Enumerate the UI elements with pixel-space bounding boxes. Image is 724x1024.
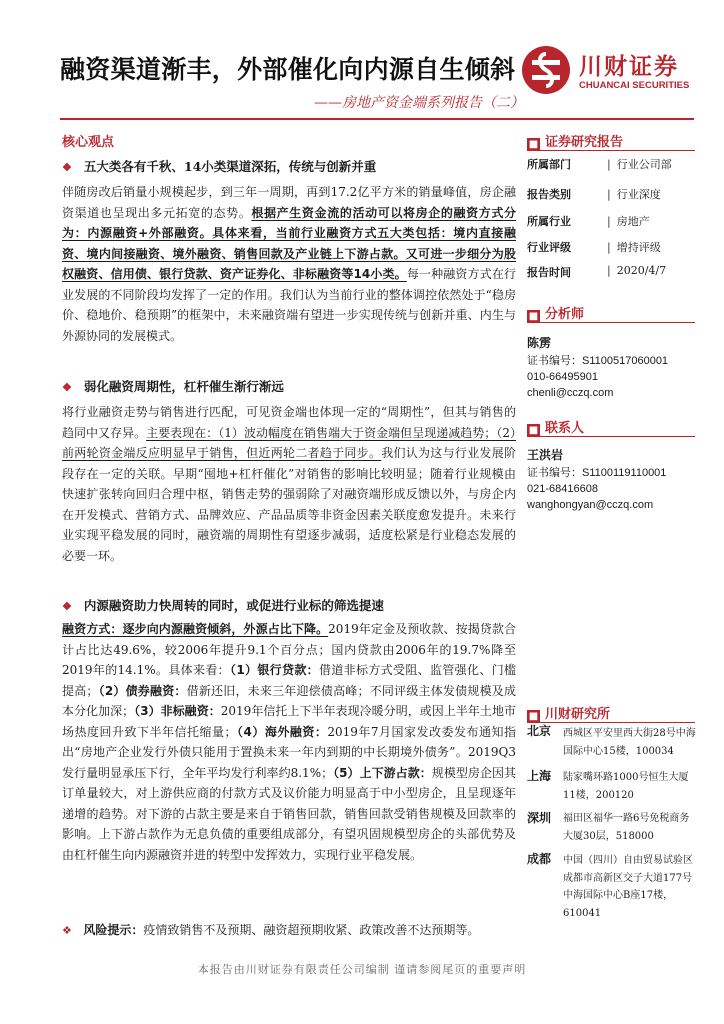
info-row-category: 报告类别 | 行业深度 <box>527 186 695 210</box>
person-icon: ■ <box>528 425 539 436</box>
document-icon: ■ <box>528 139 539 150</box>
diamond-icon: ❖ <box>62 381 72 394</box>
analyst-email[interactable]: chenli@cczq.com <box>527 387 614 399</box>
company-logo <box>522 46 694 96</box>
info-row-rating: 行业评级 | 增持评级 <box>527 239 695 263</box>
diamond-icon: ❖ <box>62 924 72 937</box>
page-title: 融资渠道渐丰，外部催化向内源自生倾斜 <box>60 55 516 84</box>
paragraph-2: 将行业融资走势与销售进行匹配，可见资金端也体现一定的“周期性”，但其与销售的趋同中又存异。主要表现在：（1）波动幅度在销售端大于资金端但呈现递减趋势；（2）前两轮资金端反应明显早于销售，但近两轮二者趋于同步。我们认为这与行业发展阶段存在一定的关联。早期“囤地+杠杆催化”对销售的影响比较明显；随着行业规模由快速扩张转向回归合理中枢，销售走势的强弱除了对融资端形成反馈以外，与房企内在开发模式、营销方式、品牌效应、产品品质等非资金因素关联度愈发提升。未来行业实现平稳发展的同时，融资端的周期性有望逐步减弱，适度松紧是行业稳态发展的必要一环。 <box>62 405 516 563</box>
contact-card <box>527 447 666 513</box>
office-address-shanghai: 陆家嘴环路1000号恒生大厦11楼，200120 <box>563 772 689 801</box>
office-address-beijing: 西城区平安里西大街28号中海国际中心15楼，100034 <box>563 728 696 757</box>
report-series: ——房地产资金端系列报告（二） <box>314 95 524 111</box>
section-divider <box>527 722 695 723</box>
bullet-heading-3: ❖ 内源融资助力快周转的同时，或促进行业标的筛选提速 <box>62 598 384 613</box>
bullet-heading-1: ❖ 五大类各有千秋、14小类渠道深拓，传统与创新并重 <box>62 159 377 174</box>
analyst-license: 证书编号：S1100517060001 <box>527 355 669 367</box>
section-divider <box>527 322 695 323</box>
diamond-icon: ❖ <box>62 600 72 613</box>
footer-disclaimer: 本报告由川财证券有限责任公司编制 谨请参阅尾页的重要声明 <box>197 963 527 976</box>
info-row-department: 所属部门 | 行业公司部 <box>527 156 695 180</box>
section-divider <box>527 150 695 151</box>
office-city-chengdu: 成都 <box>527 852 552 866</box>
paragraph-3: 融资方式：逐步向内源融资倾斜，外源占比下降。2019年定金及预收款、按揭贷款合计占比达49.6%，较2006年提升9.1个百分点；国内贷款由2006年的19.7%降至2019年的14.1%。具体来看：（1）银行贷款：借道非标方式受阻、监管强化、门槛提高；（2）债券融资：借新还旧，未来三年迎偿债高峰；不同评级主体发债规模及成本分化加深；（3）非标融资：2019年信托上下半年表现冷暖分明，或因上半年土地市场热度回升致下半年信托缩量；（4）海外融资：2019年7月国家发改委发布通知指出“房地产企业发行外债只能用于置换未来一年内到期的中长期境外债务”。2019Q3发行量明显承压下行，全年平均发行利率约8.1%；（5）上下游占款：规模型房企因其订单量较大，对上游供应商的付款方式及议价能力明显高于中小型房企，且呈现逐年递增的趋势。对下游的占款主要是来自于销售回款，销售回款受销售规模及回款率的影响。上下游占款作为无息负债的重要组成部分，有望巩固规模型房企的头部优势及由杠杆催生向内源融资并进的转型中发挥效力，实现行业平稳发展。 <box>62 622 516 862</box>
contact-name: 王洪岩 <box>527 448 564 462</box>
institute-heading: ■ 川财研究所 <box>528 707 611 722</box>
contact-heading: ■ 联系人 <box>528 421 585 436</box>
info-row-industry: 所属行业 | 房地产 <box>527 213 695 237</box>
office-address-shenzhen: 福田区福华一路6号免税商务大厦30层，518000 <box>563 813 690 842</box>
analyst-card <box>527 335 668 401</box>
contact-email[interactable]: wanghongyan@cczq.com <box>527 499 654 511</box>
contact-phone: 021-68416608 <box>527 483 598 495</box>
logo-mark-icon <box>522 46 570 94</box>
analyst-name: 陈雳 <box>527 336 552 350</box>
office-city-shanghai: 上海 <box>527 769 552 783</box>
analyst-heading: ■ 分析师 <box>528 307 585 322</box>
office-city-shenzhen: 深圳 <box>527 811 552 825</box>
analyst-phone: 010-66495901 <box>527 371 598 383</box>
header-divider <box>60 118 694 120</box>
core-view-heading: 核心观点 <box>62 135 115 150</box>
paragraph-1: 伴随房改后销量小规模起步，到三年一周期，再到17.2亿平方米的销量峰值，房企融资渠道也呈现出多元拓宽的态势。根据产生资金流的活动可以将房企的融资方式分为：内源融资+外部融资。具体来看，当前行业融资方式五大类包括：境内直接融资、境内间接融资、境外融资、销售回款及产业链上下游占款。又可进一步细分为股权融资、信用债、银行贷款、资产证券化、非标融资等14小类。每一种融资方式在行业发展的不同阶段均发挥了一定的作用。我们认为当前行业的整体调控依然处于“稳房价、稳地价、稳预期”的框架中，未来融资端有望进一步实现传统与创新并重、内生与外源协同的发展模式。 <box>62 185 516 343</box>
office-address-chengdu: 中国（四川）自由贸易试验区成都市高新区交子大道177号中海国际中心B座17楼，610041 <box>563 855 693 919</box>
logo-chinese-name: 川财证券 <box>579 54 679 80</box>
contact-license: 证书编号：S1100119110001 <box>527 467 667 479</box>
building-icon: ■ <box>528 711 539 722</box>
person-icon: ■ <box>528 311 539 322</box>
info-row-date: 报告时间 | 2020/4/7 <box>527 264 695 288</box>
bullet-heading-2: ❖ 弱化融资周期性，杠杆催生渐行渐远 <box>62 379 284 394</box>
research-report-heading: ■ 证券研究报告 <box>528 135 624 150</box>
logo-english-name: CHUANCAI SECURITIES <box>579 80 690 91</box>
section-divider <box>527 436 695 437</box>
office-city-beijing: 北京 <box>527 724 552 738</box>
risk-warning: ❖ 风险提示：疫情致销售不及预期、融资超预期收紧、政策改善不达预期等。 <box>62 923 480 937</box>
diamond-icon: ❖ <box>62 161 72 174</box>
